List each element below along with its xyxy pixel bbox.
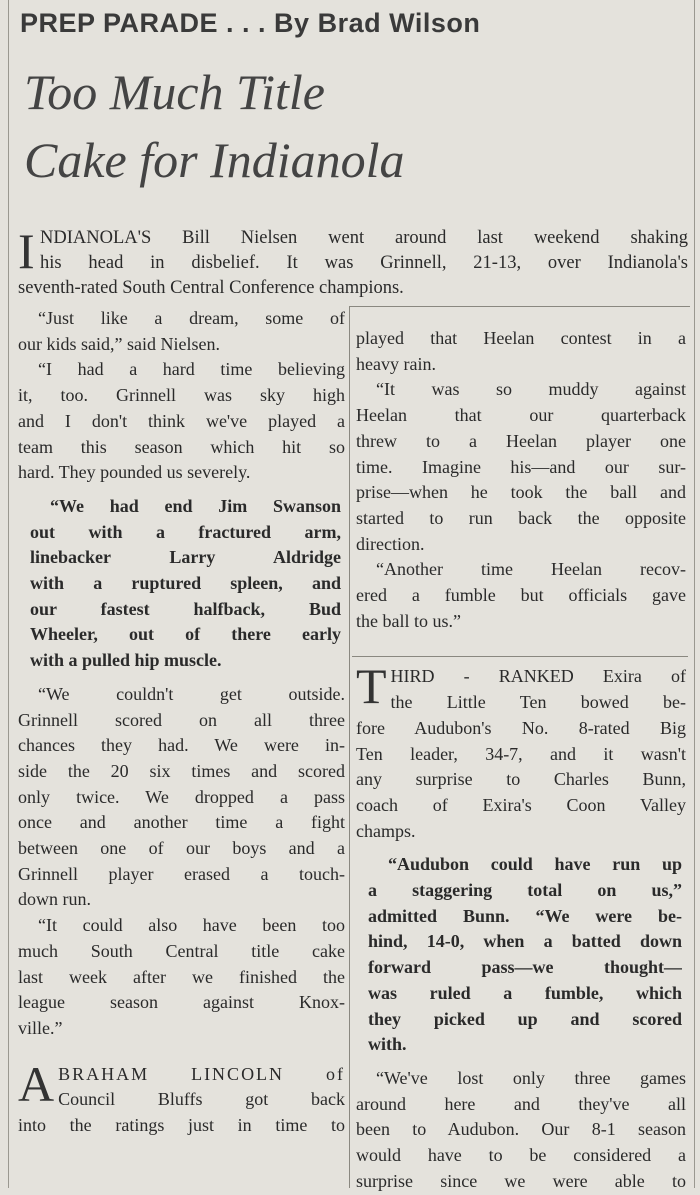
bold-quote — [356, 852, 686, 1058]
text-line: would have to be considered a — [356, 1145, 686, 1166]
text-line: Heelan that our quarterback — [356, 405, 686, 426]
text-line: down run. — [18, 889, 91, 910]
text-line: any surprise to Charles Bunn, — [356, 769, 686, 790]
text-line: “We couldn't get outside. — [38, 683, 345, 704]
text-line: linebacker Larry Aldridge — [30, 547, 341, 568]
text-line: Grinnell player erased a touch- — [18, 863, 345, 884]
text-line: with a pulled hip muscle. — [30, 650, 222, 671]
text-line: it, too. Grinnell was sky high — [18, 385, 345, 406]
text-line: hard. They pounded us severely. — [18, 462, 251, 483]
text-line: “I had a hard time believing — [38, 359, 345, 380]
text-line: Wheeler, out of there early — [30, 624, 341, 645]
lead-line: NDIANOLA'S Bill Nielsen went around last weekend shaking — [40, 228, 688, 248]
column-kicker: PREP PARADE . . . By Brad Wilson — [20, 8, 481, 38]
left-column — [18, 306, 345, 1139]
bold-quote — [18, 494, 345, 674]
text-line: surprise since we were able to — [356, 1170, 686, 1191]
text-line: direction. — [356, 533, 425, 554]
text-line: Council Bluffs got back — [58, 1089, 345, 1110]
text-line: time. Imagine his—and our sur- — [356, 456, 686, 477]
text-line: with a ruptured spleen, and — [30, 573, 341, 594]
text-line: around here and they've all — [356, 1093, 686, 1114]
text-line: the Little Ten bowed be- — [390, 692, 686, 713]
text-line: with. — [368, 1034, 407, 1055]
text-line: played that Heelan contest in a — [356, 328, 686, 348]
text-line: between one of our boys and a — [18, 838, 345, 859]
paragraph-with-dropcap — [18, 1055, 345, 1139]
lead-line: his head in disbelief. It was Grinnell, 21-13, over Indianola's — [40, 253, 688, 273]
text-line: chances they had. We were in- — [18, 735, 345, 756]
headline — [24, 58, 684, 194]
left-column-rule — [8, 0, 9, 1188]
text-line: and I don't think we've played a — [18, 410, 345, 431]
text-line: fore Audubon's No. 8-rated Big — [356, 717, 686, 738]
headline-line-2: Cake for Indianola — [24, 132, 405, 188]
text-line: Ten leader, 34-7, and it wasn't — [356, 743, 686, 764]
text-line: “We had end Jim Swanson — [50, 495, 341, 516]
text-line: started to run back the opposite — [356, 507, 686, 528]
text-line: league season against Knox- — [18, 992, 345, 1013]
right-column-rule — [694, 0, 695, 1188]
text-line: prise—when he took the ball and — [356, 482, 686, 503]
text-line: they picked up and scored — [368, 1008, 682, 1029]
text-line: out with a fractured arm, — [30, 521, 341, 542]
text-line: “Audubon could have run up — [388, 854, 682, 875]
text-line: was ruled a fumble, which — [368, 982, 682, 1003]
text-line: our kids said,” said Nielsen. — [18, 333, 220, 354]
text-line: the ball to us.” — [356, 610, 461, 631]
text-line: forward pass—we thought— — [368, 957, 682, 978]
paragraph-with-dropcap — [356, 658, 686, 844]
text-line: a staggering total on us,” — [368, 880, 682, 901]
text-line: only twice. We dropped a pass — [18, 786, 345, 807]
column-top-rule — [350, 306, 690, 307]
text-line: “We've lost only three games — [376, 1067, 686, 1088]
text-line: “Just like a dream, some of — [38, 308, 345, 328]
text-line: ered a fumble but officials gave — [356, 585, 686, 606]
text-line: “It was so muddy against — [376, 379, 686, 400]
column-divider — [349, 306, 350, 1188]
text-line: Grinnell scored on all three — [18, 709, 345, 730]
text-line: champs. — [356, 820, 416, 841]
text-line: team this season which hit so — [18, 436, 345, 457]
text-line: BRAHAM LINCOLN of — [58, 1063, 345, 1084]
text-line: hind, 14-0, when a batted down — [368, 931, 682, 952]
text-line: “Another time Heelan recov- — [376, 559, 686, 580]
text-line: once and another time a fight — [18, 812, 345, 833]
headline-line-1: Too Much Title — [24, 64, 325, 120]
text-line: our fastest halfback, Bud — [30, 598, 341, 619]
text-line: been to Audubon. Our 8-1 season — [356, 1119, 686, 1140]
text-line: coach of Exira's Coon Valley — [356, 794, 686, 815]
text-line: much South Central title cake — [18, 940, 345, 961]
right-column — [356, 326, 686, 1195]
text-line: threw to a Heelan player one — [356, 430, 686, 451]
text-line: into the ratings just in time to — [18, 1115, 345, 1136]
dropcap: A — [18, 1055, 55, 1112]
lead-line: seventh-rated South Central Conference champions. — [18, 278, 404, 298]
text-line: “It could also have been too — [38, 915, 345, 936]
text-line: side the 20 six times and scored — [18, 760, 345, 781]
lead-dropcap: I — [18, 223, 35, 279]
lead-paragraph — [18, 223, 688, 301]
text-line: ville.” — [18, 1017, 63, 1038]
dropcap: T — [356, 658, 387, 715]
text-line: admitted Bunn. “We were be- — [368, 905, 682, 926]
text-line: last week after we finished the — [18, 966, 345, 987]
text-line: HIRD - RANKED Exira of — [390, 666, 686, 687]
text-line: heavy rain. — [356, 353, 436, 374]
